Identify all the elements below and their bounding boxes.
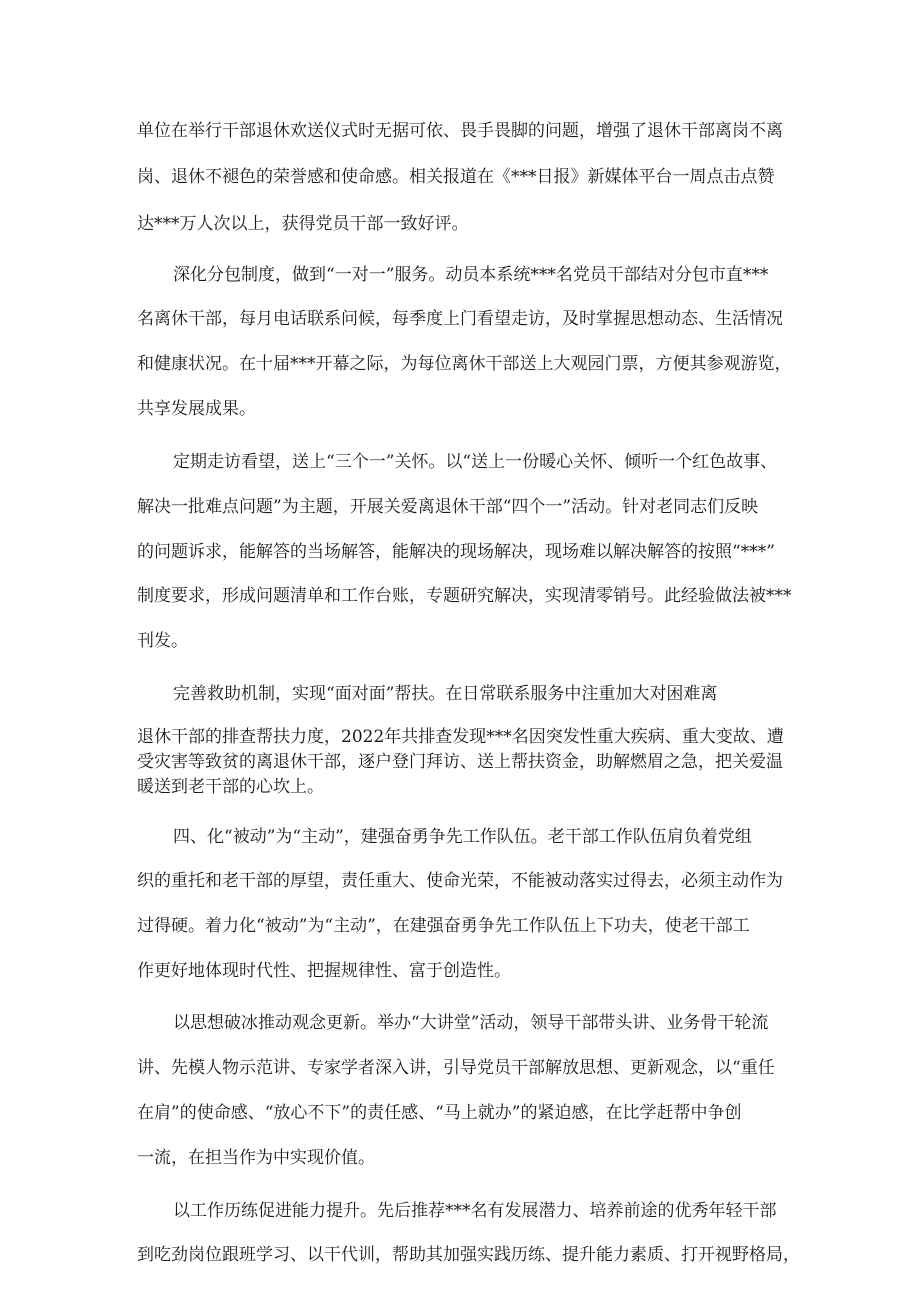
paragraph-7-line-1: 以工作历练促进能力提升。先后推荐***名有发展潜力、培养前途的优秀年轻干部 — [173, 1201, 777, 1221]
paragraph-7-line-2: 到吃劲岗位跟班学习、以干代训，帮助其加强实践历练、提升能力素质、打开视野格局， — [137, 1245, 800, 1265]
paragraph-3-line-3: 的问题诉求，能解答的当场解答，能解决的现场解决，现场难以解决解答的按照“***” — [137, 542, 775, 562]
paragraph-1-line-1: 单位在举行干部退休欢送仪式时无据可依、畏手畏脚的问题，增强了退休干部离岗不离 — [137, 121, 783, 141]
paragraph-4-line-4: 暖送到老干部的心坎上。 — [137, 777, 324, 797]
paragraph-1-line-2: 岗、退休不褪色的荣誉感和使命感。相关报道在《***日报》新媒体平台一周点击点赞 — [137, 167, 775, 187]
paragraph-1-line-3: 达***万人次以上，获得党员干部一致好评。 — [137, 214, 469, 234]
paragraph-5-line-4: 作更好地体现时代性、把握规律性、富于创造性。 — [137, 961, 511, 981]
paragraph-3-line-5: 刊发。 — [137, 631, 188, 651]
paragraph-6-line-4: 一流，在担当作为中实现价值。 — [137, 1148, 375, 1168]
paragraph-3-line-2: 解决一批难点问题”为主题，开展关爱离退休干部“四个一”活动。针对老同志们反映 — [137, 497, 759, 517]
paragraph-4-line-3: 受灾害等致贫的离退休干部，逐户登门拜访、送上帮扶资金，助解燃眉之急，把关爱温 — [137, 752, 783, 772]
paragraph-6-line-2: 讲、先模人物示范讲、专家学者深入讲，引导党员干部解放思想、更新观念，以“重任 — [137, 1058, 775, 1078]
paragraph-2-line-3: 和健康状况。在十届***开幕之际，为每位离休干部送上大观园门票，方便其参观游览， — [137, 354, 792, 374]
paragraph-4-line-1: 完善救助机制，实现“面对面”帮扶。在日常联系服务中注重加大对困难离 — [173, 684, 718, 704]
paragraph-3-line-1: 定期走访看望，送上“三个一”关怀。以“送上一份暖心关怀、倾听一个红色故事、 — [173, 452, 778, 472]
paragraph-5-line-1: 四、化“被动”为“主动”，建强奋勇争先工作队伍。老干部工作队伍肩负着党组 — [173, 827, 752, 847]
paragraph-2-line-4: 共享发展成果。 — [137, 399, 256, 419]
paragraph-3-line-4: 制度要求，形成问题清单和工作台账，专题研究解决，实现清零销号。此经验做法被*** — [137, 586, 792, 606]
paragraph-5-line-2: 织的重托和老干部的厚望，责任重大、使命光荣，不能被动落实过得去，必须主动作为 — [137, 871, 783, 891]
paragraph-6-line-1: 以思想破冰推动观念更新。举办“大讲堂”活动，领导干部带头讲、业务骨干轮流 — [173, 1013, 769, 1033]
paragraph-6-line-3: 在肩”的使命感、“放心不下”的责任感、“马上就办”的紧迫感，在比学赶帮中争创 — [137, 1103, 742, 1123]
paragraph-4-line-2: 退休干部的排查帮扶力度，2022年共排查发现***名因突发性重大疾病、重大变故、遭 — [137, 727, 784, 747]
paragraph-2-line-2: 名离休干部，每月电话联系问候，每季度上门看望走访，及时掌握思想动态、生活情况 — [137, 309, 783, 329]
paragraph-5-line-3: 过得硬。着力化“被动”为“主动”，在建强奋勇争先工作队伍上下功夫，使老干部工 — [137, 916, 750, 936]
paragraph-2-line-1: 深化分包制度，做到“一对一”服务。动员本系统***名党员干部结对分包市直*** — [173, 265, 769, 285]
